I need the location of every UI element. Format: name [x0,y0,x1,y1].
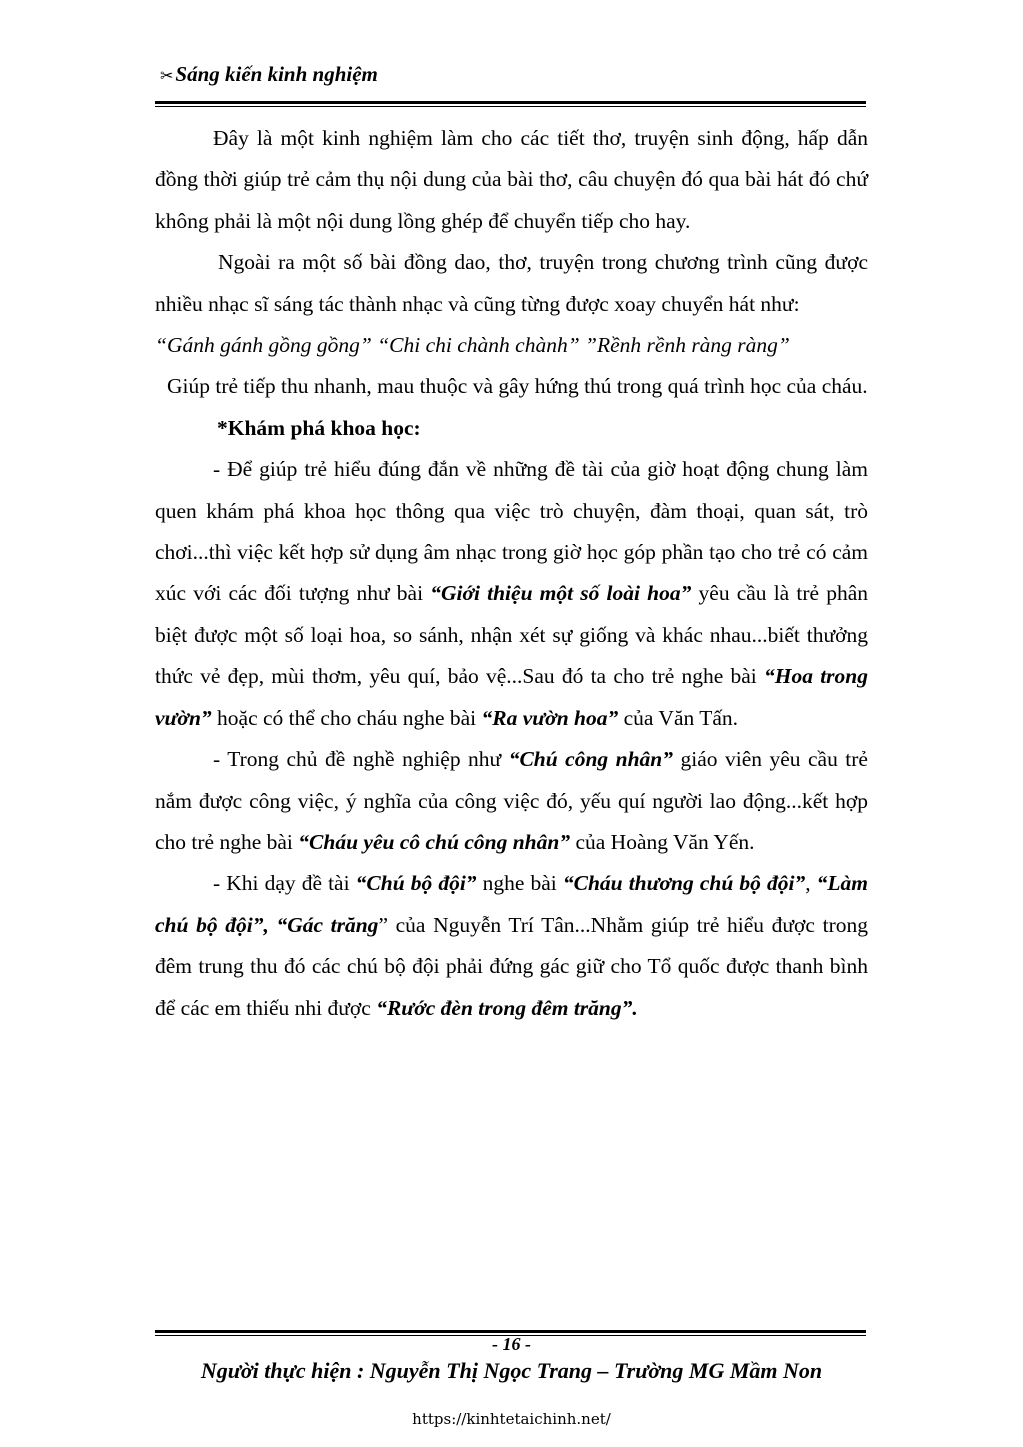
paragraph [155,449,868,739]
section-heading: *Khám phá khoa học: [217,415,421,440]
song-title: “Hoa trong vườn” [155,664,868,730]
song-title: “Cháu yêu cô chú công nhân” [298,829,571,854]
source-url: https://kinhtetaichinh.net/ [412,1410,611,1428]
header-rule [155,101,866,107]
text-run: , [805,871,817,896]
paragraph: Đây là một kinh nghiệm làm cho các tiết thơ, truyện sinh động, hấp dẫn đồng thời giúp trẻ cảm thụ nội dung của bài thơ, câu chuyện đó qua bài hát đó chứ không phải là một nội dung lồng ghép để chuyển tiếp cho hay. [155,126,868,233]
song-titles-line: “Gánh gánh gồng gồng” “Chi chi chành chành” ”Rềnh rềnh ràng ràng” [155,333,790,358]
paragraph: Ngoài ra một số bài đồng dao, thơ, truyện trong chương trình cũng được nhiều nhạc sĩ sáng tác thành nhạc và cũng từng được xoay chuyển hát như: [155,250,868,316]
text-run: nghe bài [476,871,563,896]
text-run: - Trong chủ đề nghề nghiệp như [213,747,509,772]
paragraph [155,739,868,863]
text-run: hoặc có thể cho cháu nghe bài [211,705,482,730]
text-run: giáo viên yêu cầu trẻ nắm được công việc, ý nghĩa của công việc đó, yếu quí người lao động...kết hợp cho trẻ nghe bài [155,747,868,854]
text-run: yêu cầu là trẻ phân biệt được một số loại hoa, so sánh, nhận xét sự giống và khác nhau...biết thưởng thức vẻ đẹp, mùi thơm, yêu quí, bảo vệ...Sau đó ta cho trẻ nghe bài [155,581,868,689]
song-title: “Chú bộ đội” [355,871,477,896]
paragraph: Giúp trẻ tiếp thu nhanh, mau thuộc và gây hứng thú trong quá trình học của cháu. [167,374,868,399]
song-title: “Cháu thương chú bộ đội” [562,871,806,896]
page-body [155,118,868,1029]
text-run: - Để giúp trẻ hiểu đúng đắn về những đề tài của giờ hoạt động chung làm quen khám phá khoa học thông qua việc trò chuyện, đàm thoại, quan sát, trò chơi...thì việc kết hợp sử dụng âm nhạc trong giờ học góp phần tạo cho trẻ có cảm xúc với các đối tượng như bài [155,457,868,606]
song-title: “Ra vườn hoa” [481,705,619,730]
text-run: ” của Nguyễn Trí Tân...Nhằm giúp trẻ hiểu được trong đêm trung thu đó các chú bộ đội phải đứng gác giữ cho Tổ quốc được thanh bình để các em thiếu nhi được [155,912,868,1020]
page-number: - 16 - [492,1334,531,1354]
song-title: “Chú công nhân” [508,747,674,772]
paragraph [155,863,868,1029]
scissors-icon: ✂ [160,68,174,85]
song-title: “Rước đèn trong đêm trăng”. [376,995,638,1020]
header-title: Sáng kiến kinh nghiệm [175,62,378,86]
text-run: của Văn Tấn. [618,705,739,730]
document-header [160,62,378,87]
song-title: “Làm chú bộ đội”, “Gác trăng [155,871,869,937]
footer-author: Người thực hiện : Nguyễn Thị Ngọc Trang – Trường MG Mầm Non [200,1358,823,1383]
text-run: của Hoàng Văn Yến. [570,829,755,854]
song-title: “Giới thiệu một số loài hoa” [430,581,692,606]
text-run: - Khi dạy đề tài [213,871,356,896]
